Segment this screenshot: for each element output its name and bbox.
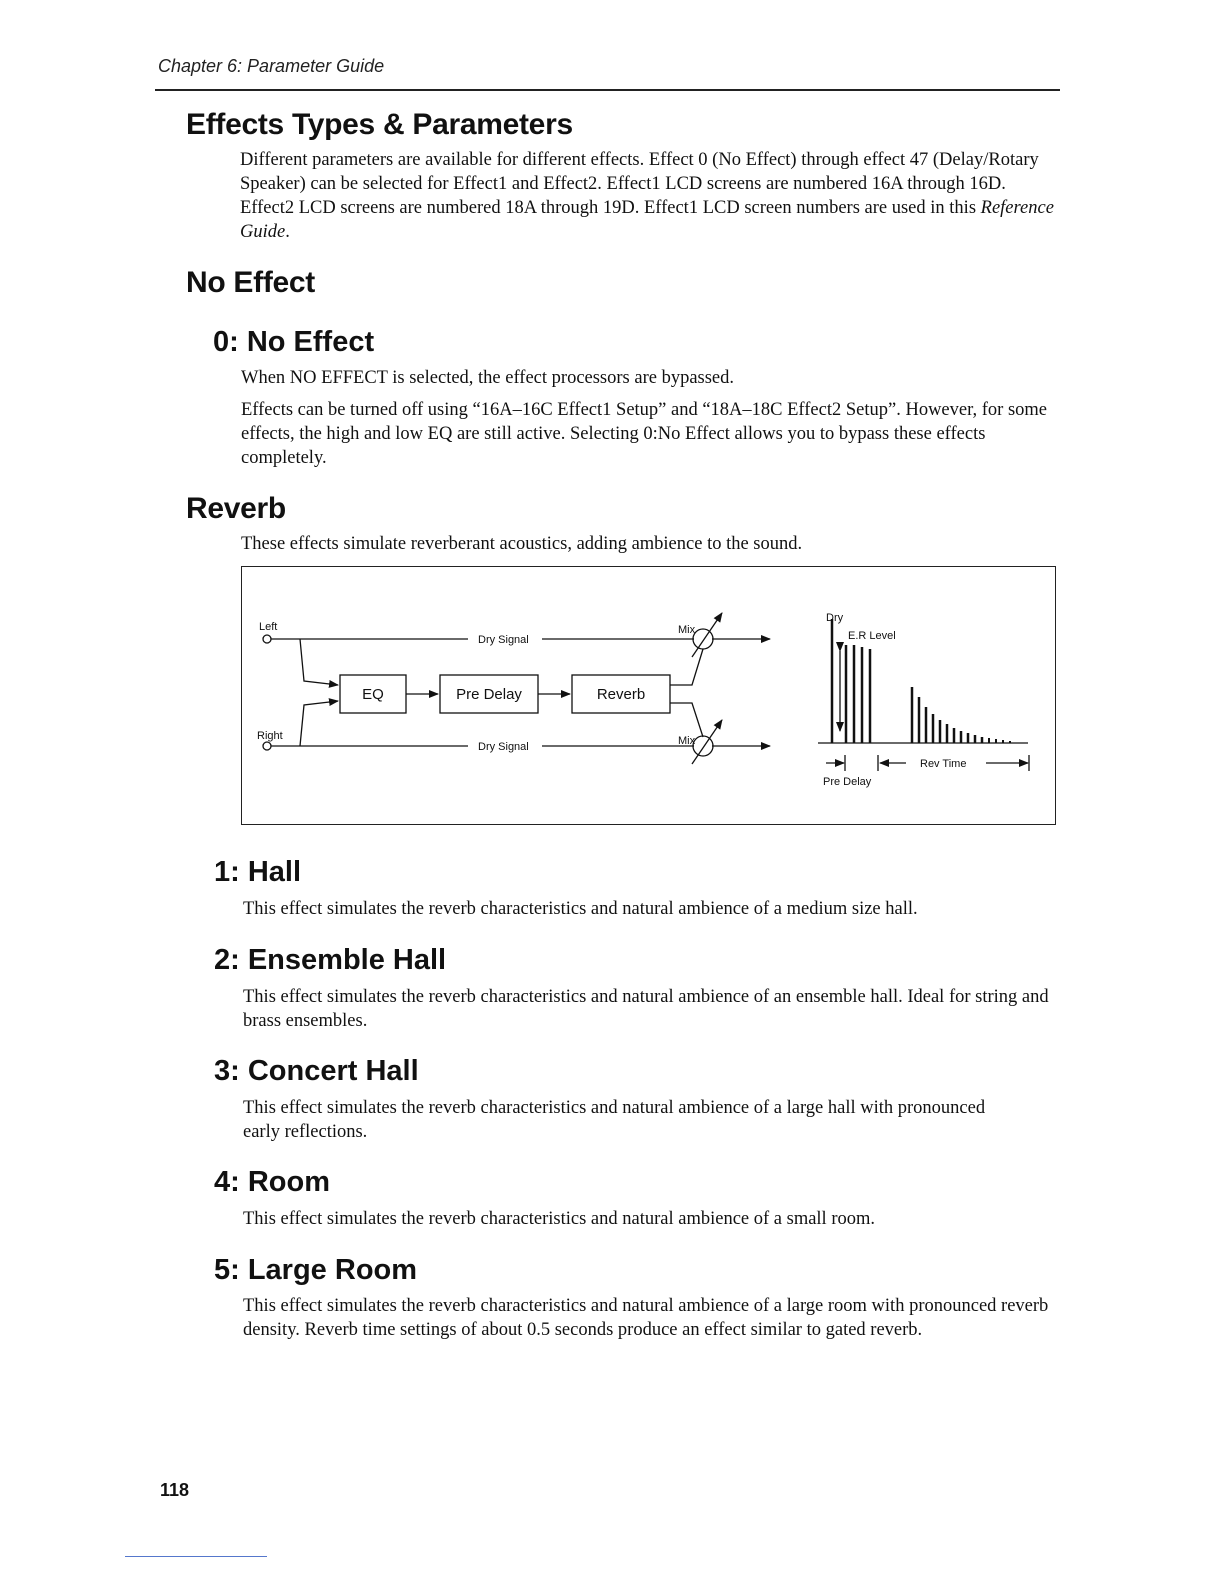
effect-5-desc: This effect simulates the reverb characteristics and natural ambience of a large room with pronounced reverb density. Reverb time settings of about 0.5 seconds produce an effect similar to gated reverb.: [243, 1296, 1049, 1340]
label-reverb-block: Reverb: [596, 686, 646, 703]
label-mix-top: Mix: [678, 624, 696, 636]
label-dry-signal-bottom: Dry Signal: [478, 741, 529, 753]
left-tap-line: [300, 639, 338, 685]
label-right: Right: [257, 730, 283, 742]
no-effect-para-1: When NO EFFECT is selected, the effect processors are bypassed.: [241, 368, 735, 388]
reference-guide-italic: Reference Guide: [240, 198, 1054, 242]
subheading-0-no-effect: 0: No Effect: [213, 326, 375, 358]
reverb-diagram-svg: [242, 567, 1054, 823]
effects-types-text: Different parameters are available for different effects. Effect 0 (No Effect) through effect 47 (Delay/Rotary Speaker) can be selected for Effect1 and Effect2. Effect1 LCD screens are numbered 16A through 16D. Effect2 LCD screens are numbered 18A through 19D. Effect1 LCD screen numbers are used in this: [240, 150, 1039, 218]
heading-no-effect: No Effect: [186, 266, 315, 299]
chapter-header: Chapter 6: Parameter Guide: [158, 56, 385, 76]
label-rev-time: Rev Time: [920, 758, 967, 770]
heading-effects-types: Effects Types & Parameters: [186, 108, 573, 141]
effect-2-title: 2: Ensemble Hall: [214, 944, 447, 976]
page-number: 118: [160, 1480, 190, 1500]
reverb-to-bottom-mix: [670, 703, 703, 737]
effect-3-desc: This effect simulates the reverb characteristics and natural ambience of a large hall with pronounced early reflections.: [243, 1098, 986, 1142]
label-eq: EQ: [362, 686, 384, 703]
label-predelay-block: Pre Delay: [456, 686, 522, 703]
footer-link-rule: [125, 1556, 267, 1557]
no-effect-para-2: Effects can be turned off using “16A–16C Effect1 Setup” and “18A–18C Effect2 Setup”. However, for some effects, the high and low EQ are still active. Selecting 0:No Effect allows you to bypass these effects completely.: [241, 400, 1048, 468]
effect-4-title: 4: Room: [214, 1166, 330, 1198]
effect-1-title: 1: Hall: [214, 856, 302, 888]
label-dry: Dry: [826, 612, 844, 624]
right-tap-line: [300, 701, 338, 746]
reverb-to-top-mix: [670, 649, 703, 685]
effect-5-title: 5: Large Room: [214, 1254, 418, 1286]
effect-1-desc: This effect simulates the reverb characteristics and natural ambience of a medium size hall.: [243, 899, 918, 919]
label-pre-delay: Pre Delay: [823, 776, 872, 788]
label-er-level: E.R Level: [848, 630, 896, 642]
right-input-terminal: [263, 742, 271, 750]
top-mix-arrow: [692, 613, 722, 657]
effects-types-paragraph: [240, 148, 1060, 244]
bottom-mix-symbol: [693, 736, 713, 756]
header-rule: [155, 89, 1060, 91]
effects-types-end: .: [285, 222, 290, 242]
label-dry-signal-top: Dry Signal: [478, 634, 529, 646]
effect-4-desc: This effect simulates the reverb characteristics and natural ambience of a small room.: [243, 1209, 875, 1229]
label-left: Left: [259, 621, 278, 633]
label-mix-bottom: Mix: [678, 735, 696, 747]
heading-reverb: Reverb: [186, 492, 286, 525]
top-mix-symbol: [693, 629, 713, 649]
reverb-diagram: [241, 566, 1056, 825]
reverb-intro: These effects simulate reverberant acoustics, adding ambience to the sound.: [241, 534, 803, 554]
left-input-terminal: [263, 635, 271, 643]
effect-3-title: 3: Concert Hall: [214, 1055, 419, 1087]
effect-2-desc: This effect simulates the reverb characteristics and natural ambience of an ensemble hall. Ideal for string and brass ensembles.: [243, 987, 1049, 1031]
bottom-mix-arrow: [692, 720, 722, 764]
